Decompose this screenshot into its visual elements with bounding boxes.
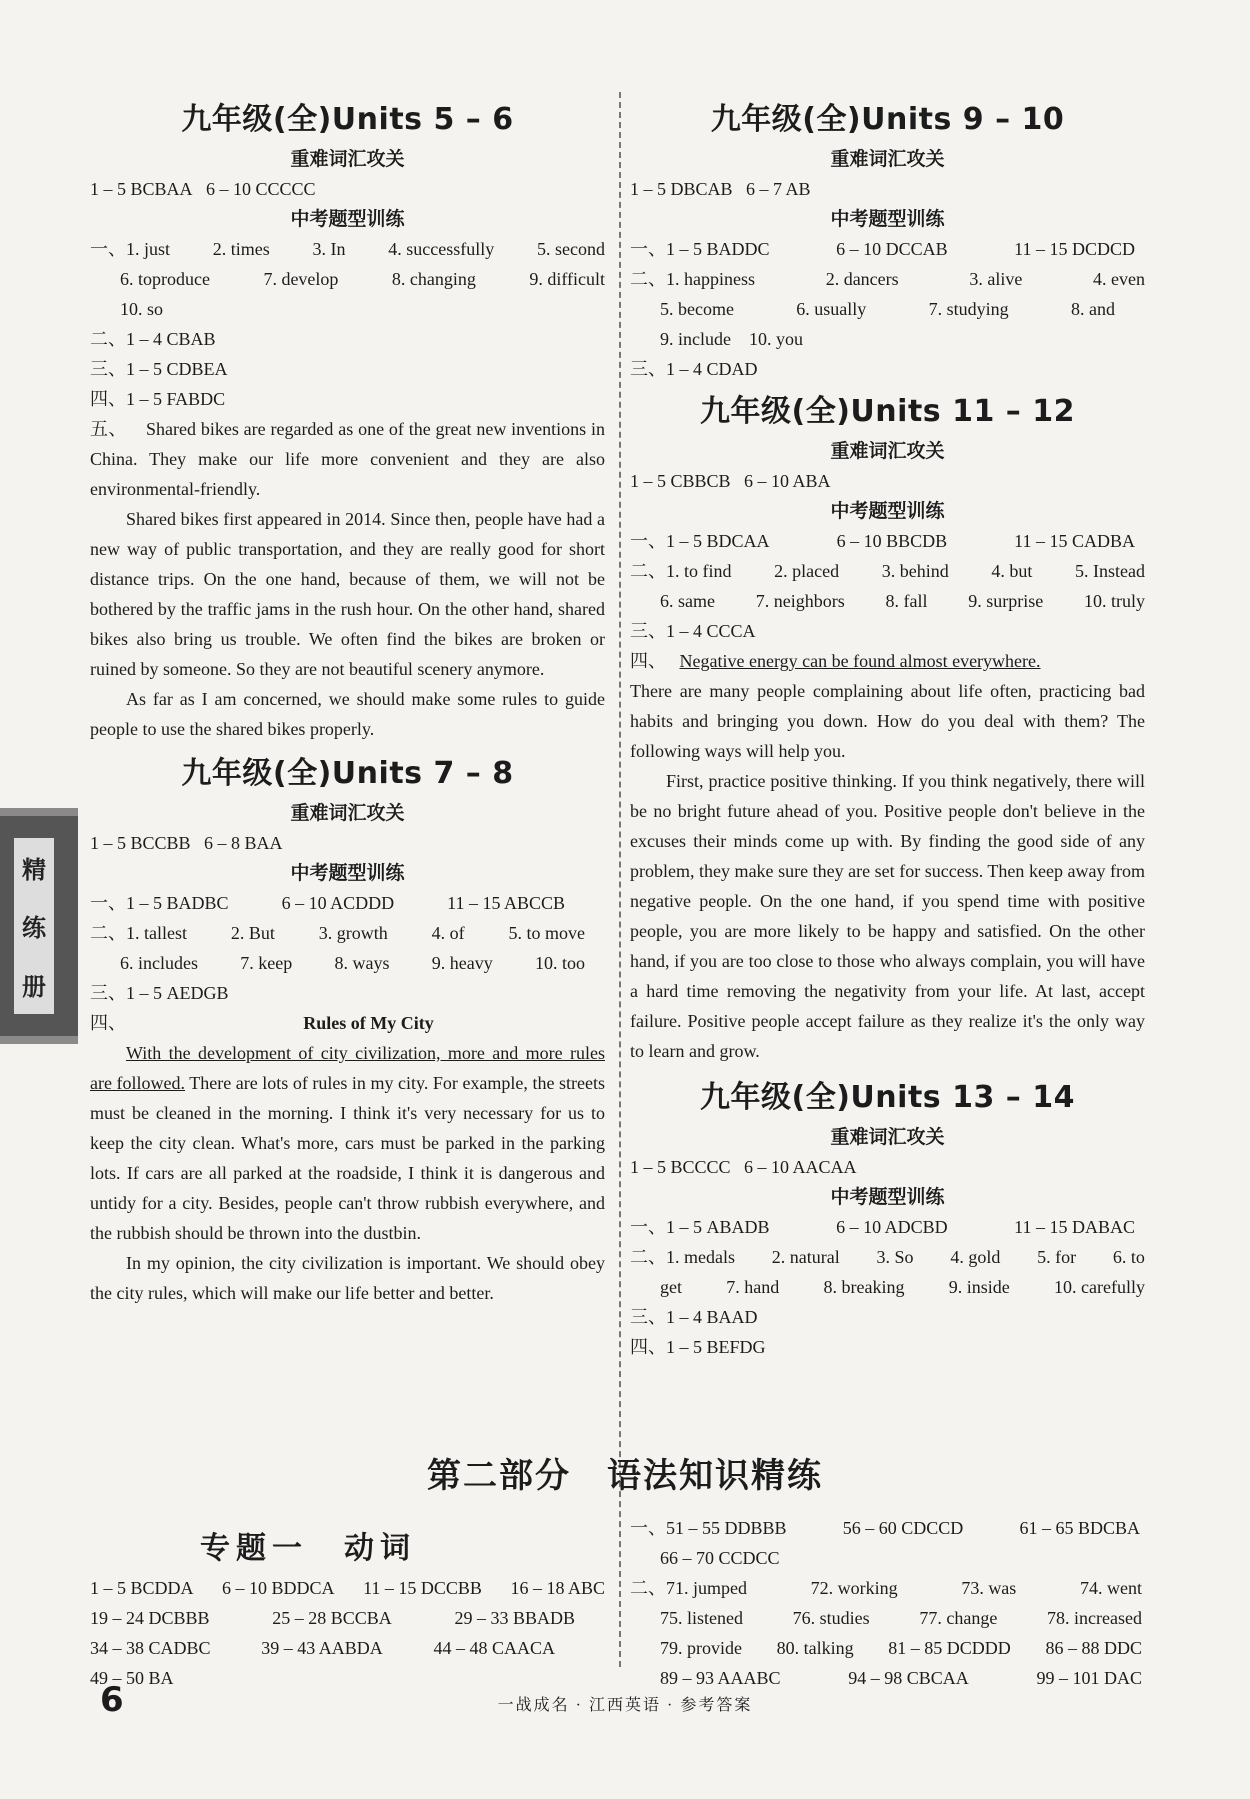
vocab-heading: 重难词汇攻关 [830,440,945,462]
answer-line: 10. so [120,299,164,319]
answer-line: 二、1 – 4 CBAB [90,329,216,349]
answer-line: 49 – 50 BA [90,1668,174,1688]
answer-line: 79. provide 80. talking 81 – 85 DCDDD 86 – 88 DDC [660,1638,1142,1658]
answer-line: 66 – 70 CCDCC [660,1548,780,1568]
left-column [90,96,605,1308]
answer-line: 1 – 5 BCDDA 6 – 10 BDDCA 11 – 15 DCCBB 16 – 18 ABC [90,1578,605,1598]
essay-paragraph: With the development of city civilization, more and more rules are followed. There are lots of rules in my city. For example, the streets must be cleaned in the morning. I think it's very necessary for us to keep the city clean. What's more, cars must be parked in the parking lots. If cars are all parked at the roadside, I think it is dangerous and untidy for a city. Besides, people can't throw rubbish everywhere, and the rubbish should be thrown into the dustbin. [90,1043,605,1243]
side-tab-char-1: 精 [22,855,46,884]
exam-heading: 中考题型训练 [830,208,945,230]
answer-line: 一、1 – 5 BDCAA 6 – 10 BBCDB 11 – 15 CADBA [630,531,1135,551]
answer-line: 三、1 – 4 CCCA [630,621,756,641]
part-two-title: 第二部分 语法知识精练 [427,1456,823,1496]
answer-line: 19 – 24 DCBBB 25 – 28 BCCBA 29 – 33 BBADB [90,1608,575,1628]
answer-line: 1 – 5 BCCBB 6 – 8 BAA [90,833,283,853]
answer-line: 1 – 5 BCCCC 6 – 10 AACAA [630,1157,857,1177]
essay-paragraph: In my opinion, the city civilization is important. We should obey the city rules, which will make our life better and better. [90,1253,605,1303]
answer-line: 一、1 – 5 BADDC 6 – 10 DCCAB 11 – 15 DCDCD [630,239,1135,259]
side-tab [0,808,78,1044]
essay-paragraph: 五、 Shared bikes are regarded as one of the great new inventions in China. They make our life more convenient and they are also environmental-friendly. [90,419,606,499]
answer-line: 一、1 – 5 ABADB 6 – 10 ADCBD 11 – 15 DABAC [630,1217,1135,1237]
answer-line: get 7. hand 8. breaking 9. inside 10. carefully [660,1277,1145,1297]
page-number: 6 [100,1680,124,1720]
topic-one-title: 专题一 动词 [200,1531,416,1566]
essay-title-line: 四、 Negative energy can be found almost everywhere. [630,651,1041,671]
vocab-heading: 重难词汇攻关 [830,148,945,170]
essay-paragraph: There are many people complaining about life often, practicing bad habits and bringing you down. How do you deal with them? The following ways will help you. [630,681,1145,761]
grammar-answers-left [90,1573,605,1693]
answer-line: 75. listened 76. studies 77. change 78. increased [660,1608,1142,1628]
answer-line: 6. includes 7. keep 8. ways 9. heavy 10. too [120,953,585,973]
page-footer: 一战成名 · 江西英语 · 参考答案 [497,1697,753,1714]
essay-paragraph: As far as I am concerned, we should make some rules to guide people to use the shared bikes properly. [90,689,605,739]
answer-line: 二、1. medals 2. natural 3. So 4. gold 5. for 6. to [630,1247,1145,1267]
vocab-heading: 重难词汇攻关 [290,802,405,824]
essay-title: Rules of My City [303,1013,434,1033]
answer-line: 9. include 10. you [660,329,803,349]
answer-line: 三、1 – 4 BAAD [630,1307,758,1327]
answer-line: 1 – 5 BCBAA 6 – 10 CCCCC [90,179,316,199]
unit-11-12-title: 九年级(全)Units 11 – 12 [700,394,1075,429]
unit-9-10-title: 九年级(全)Units 9 – 10 [710,102,1065,137]
unit-5-6-title: 九年级(全)Units 5 – 6 [181,102,514,137]
answer-line: 34 – 38 CADBC 39 – 43 AABDA 44 – 48 CAACA [90,1638,555,1658]
right-column [630,96,1145,1362]
answer-line: 三、1 – 5 AEDGB [90,983,229,1003]
answer-line: 四、1 – 5 FABDC [90,389,226,409]
exam-heading: 中考题型训练 [290,208,405,230]
grammar-answers-right [630,1513,1150,1693]
answer-line: 三、1 – 4 CDAD [630,359,758,379]
answer-line: 5. become 6. usually 7. studying 8. and [660,299,1115,319]
essay-paragraph: Shared bikes first appeared in 2014. Since then, people have had a new way of public transportation, and they are really good for short distance trips. On the one hand, because of them, we will not be bothered by the traffic jams in the rush hour. On the other hand, shared bikes also bring us trouble. We often find the bikes are broken or ruined by someone. So they are not beautiful scenery anymore. [90,509,605,679]
exam-heading: 中考题型训练 [830,1186,945,1208]
column-divider [619,92,621,1667]
answer-line: 6. toproduce 7. develop 8. changing 9. difficult [120,269,605,289]
answer-line: 1 – 5 CBBCB 6 – 10 ABA [630,471,831,491]
answer-line: 四、1 – 5 BEFDG [630,1337,766,1357]
answer-line: 6. same 7. neighbors 8. fall 9. surprise 10. truly [660,591,1145,611]
exam-heading: 中考题型训练 [830,500,945,522]
answer-line: 二、1. to find 2. placed 3. behind 4. but 5. Instead [630,561,1145,581]
essay-paragraph: First, practice positive thinking. If you think negatively, there will be no bright future ahead of you. Positive people don't believe in the excuses their minds come up with. By finding the good side of any problem, they make sure they are set for success. Then keep away from negative people. On the one hand, if you spend time with positive people, you are more likely to be happy and satisfied. On the other hand, if you are too close to those who always complain, you will have a hard time removing the negativity from your life. At last, accept failure. Positive people accept failure as they realize it's the only way to learn and grow. [630,771,1145,1061]
unit-7-8-title: 九年级(全)Units 7 – 8 [181,756,514,791]
answer-line: 一、1. just 2. times 3. In 4. successfully 5. second [90,239,605,259]
answer-line: 一、51 – 55 DDBBB 56 – 60 CDCCD 61 – 65 BDCBA [630,1518,1140,1538]
side-tab-char-2: 练 [22,914,46,943]
side-tab-char-3: 册 [22,973,46,1002]
answer-line: 1 – 5 DBCAB 6 – 7 AB [630,179,811,199]
vocab-heading: 重难词汇攻关 [290,148,405,170]
answer-line: 89 – 93 AAABC 94 – 98 CBCAA 99 – 101 DAC [660,1668,1142,1688]
answer-line: 二、1. tallest 2. But 3. growth 4. of 5. to move [90,923,585,943]
essay-title-line: 四、 Rules of My City [90,1008,605,1038]
exam-heading: 中考题型训练 [290,862,405,884]
answer-line: 三、1 – 5 CDBEA [90,359,228,379]
answer-line: 二、71. jumped 72. working 73. was 74. went [630,1578,1142,1598]
unit-13-14-title: 九年级(全)Units 13 – 14 [700,1080,1075,1115]
answer-line: 一、1 – 5 BADBC 6 – 10 ACDDD 11 – 15 ABCCB [90,893,565,913]
vocab-heading: 重难词汇攻关 [830,1126,945,1148]
answer-line: 二、1. happiness 2. dancers 3. alive 4. even [630,269,1145,289]
